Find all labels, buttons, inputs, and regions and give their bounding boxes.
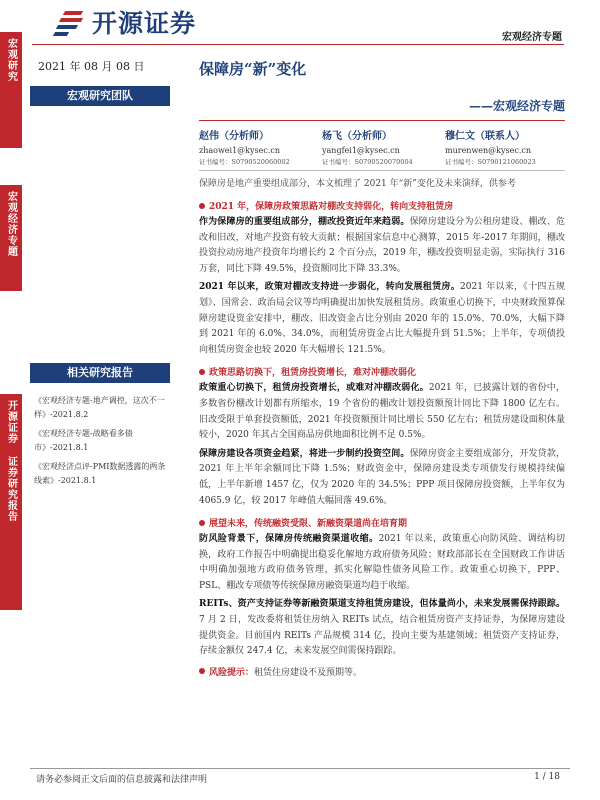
paragraph: REITs、资产支持证券等新融资渠道支持租赁房建设，但体量尚小，未来发展需保持跟踪。7 月 2 日，发改委将租赁住房纳入 REITs 试点，结合租赁房资产支持证券，为保障房建设提供资金。目前国内 REITs 产品规模 314 亿，投向主要为基建领域；租赁资产支持证券，存续金额仅 247.4 亿，未来发展空间需保持跟踪。 <box>199 599 565 657</box>
paragraph: 防风险背景下，保障房传统融资渠道收缩。2021 年以来，政策重心向防风险、调结构切换，政府工作报告中明确提出稳妥化解地方政府债务风险；财政部部长在全国财政工作讲话中明确加强地方政府债务管理，抓实化解隐性债务风险工作。政策重心切换下，PPP、PSL、棚改专项债等传统保障房融资渠道均趋于收缩。 <box>199 534 565 591</box>
bullet-dot-icon <box>199 203 205 209</box>
logo-text: 开源证券 <box>92 9 197 38</box>
authors-row <box>199 127 565 166</box>
author-block <box>199 127 319 166</box>
authors-divider <box>199 170 565 171</box>
page-header <box>22 0 600 43</box>
author-cert: 证书编号：S0790121060023 <box>445 158 536 166</box>
author-cert: 证书编号：S0790520070004 <box>322 158 413 166</box>
footer-disclaimer: 请务必参阅正文后面的信息披露和法律声明 <box>36 775 208 785</box>
header-report-type: 宏观经济专题 <box>502 32 562 43</box>
related-report-item[interactable]: 《宏观经济专题-地产调控，这次不一样》-2021.8.2 <box>34 396 165 419</box>
subtitle-divider <box>199 120 565 121</box>
author-name: 赵伟（分析师） <box>199 131 269 142</box>
related-report-item[interactable]: 《宏观经济专题-战略看多债市》-2021.8.1 <box>34 429 133 452</box>
brand-logo <box>54 4 196 40</box>
related-report-item[interactable]: 《宏观经济点评-PMI数据透露的两条线索》-2021.8.1 <box>34 462 166 485</box>
related-reports-label: 相关研究报告 <box>30 363 170 383</box>
author-email[interactable]: murenwen@kysec.cn <box>445 146 532 155</box>
bullet-dot-icon <box>199 369 205 375</box>
paragraph: 政策重心切换下，租赁房投资增长，或难对冲棚改弱化。2021 年，已披露计划的省份中，多数省份棚改计划都有所缩水，19 个省份的棚改计划投资额预计同比下降 1800 亿左右。旧改受限于单套投资额低，2021 年投资额预计同比增长 550 亿左右；租赁房建设面积体量较小，2020 年其占全国商品房供地面积比例不足 0.5%。 <box>199 383 565 441</box>
paragraph: 2021 年以来，政策对棚改支持进一步弱化，转向发展租赁房。2021 年以来，《十四五规划》、国常会、政治局会议等均明确提出加快发展租赁房。政策重心切换下，中央财政预算保障房建设资金安排中，棚改、旧改资金占比分别由 2020 年的 15.0%、70.0%，大幅下降到 2021 年的 6.0%、34.0%，而租赁房资金占比大幅提升到 51.5%；上半年，专项债投向租赁房资金也较 2020 年大幅增长 121.5%。 <box>199 282 565 355</box>
author-name: 杨飞（分析师） <box>322 131 392 142</box>
report-date: 2021 年 08 月 08 日 <box>38 60 145 73</box>
header-divider <box>32 44 564 45</box>
author-block <box>322 127 442 166</box>
paragraph: 作为保障房的重要组成部分，棚改投资近年来趋弱。保障房建设分为公租房建设、棚改、危改和旧改，对地产投资有较大贡献；根据国家信息中心测算，2015 年-2017 年期间，棚改投资拉动房地产投资年均增长约 2 个百分点，2019 年，棚改投资明显走弱，实际执行 316 万套，同比下降 49.5%，投资额同比下降 33.3%。 <box>199 217 565 274</box>
author-cert: 证书编号：S0790520060002 <box>199 158 290 166</box>
section-heading: 展望未来，传统融资受限、新融资渠道尚在培育期 <box>199 516 565 529</box>
author-email[interactable]: yangfei1@kysec.cn <box>322 146 400 155</box>
paragraph: 保障房建设各项资金趋紧，将进一步制约投资空间。保障房资金主要组成部分，开发贷款，2021 年上半年余额同比下降 1.5%；财政资金中，保障房建设类专项债发行规模持续偏低，上半年新增 1457 亿，仅为 2020 年的 34.5%；PPP 项目保障房投资额，上半年仅为 4065.9 亿，较 2017 年峰值大幅回落 49.6%。 <box>199 448 565 506</box>
left-column <box>30 52 170 485</box>
intro-text: 保障房是地产重要组成部分，本文梳理了 2021 年“新”变化及未来演绎，供参考 <box>199 179 516 189</box>
report-subtitle: ——宏观经济专题 <box>468 99 565 113</box>
author-block <box>445 127 565 166</box>
strip-report-type: 宏观经济专题 <box>0 185 22 291</box>
logo-mark-icon <box>54 9 88 35</box>
strip-brand-report: 开源证券 证券研究报告 <box>0 394 22 610</box>
left-strip <box>0 0 22 800</box>
author-email[interactable]: zhaowei1@kysec.cn <box>199 146 281 155</box>
risk-warning: 风险提示： 租赁住房建设不及预期等。 <box>199 665 565 678</box>
footer-divider <box>30 768 570 769</box>
report-title: 保障房“新”变化 <box>199 60 307 78</box>
strip-macro-research: 宏观研究 <box>0 32 22 148</box>
main-content <box>199 52 565 678</box>
section-heading: 2021 年，保障房政策思路对棚改支持弱化，转向支持租赁房 <box>199 199 565 212</box>
author-name: 穆仁文（联系人） <box>445 131 525 142</box>
bullet-dot-icon <box>199 520 205 526</box>
team-label: 宏观研究团队 <box>30 86 170 106</box>
page-number: 1 / 18 <box>534 772 560 782</box>
related-reports-list <box>34 394 170 493</box>
section-heading: 政策思路切换下，租赁房投资增长，难对冲棚改弱化 <box>199 365 565 378</box>
bullet-dot-icon <box>199 668 205 674</box>
